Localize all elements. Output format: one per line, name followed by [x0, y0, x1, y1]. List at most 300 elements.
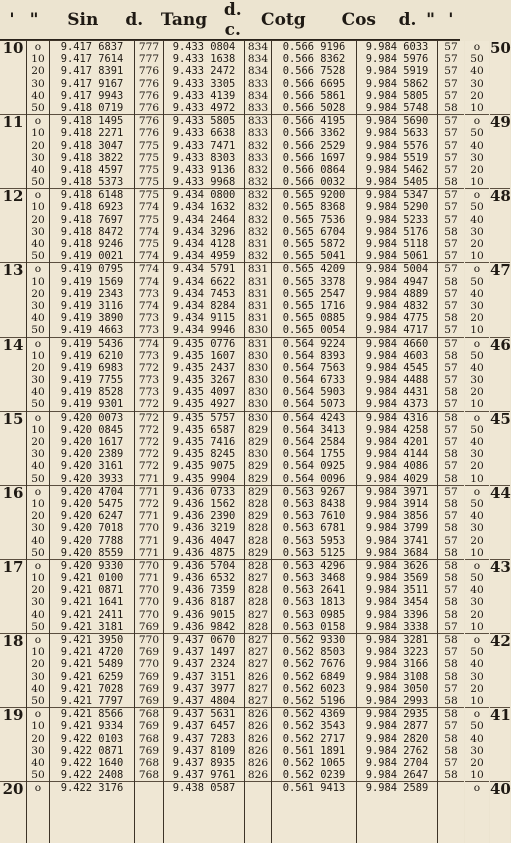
d2-cell: 57 — [444, 720, 458, 733]
tang-cell: 9.435 4097 — [172, 386, 236, 399]
d-cell: 772 — [138, 398, 160, 411]
rm-cell: 20 — [470, 386, 484, 399]
m-cell: 30 — [31, 77, 45, 90]
cos-cell: 9.984 5748 — [365, 101, 429, 114]
degree-blank — [0, 152, 26, 164]
cos-cell: 9.984 4373 — [365, 398, 429, 411]
tang-cell: 9.435 9904 — [172, 472, 236, 485]
tang-cell: 9.434 4959 — [172, 250, 236, 263]
m-cell: 20 — [31, 361, 45, 374]
d2-cell: 57 — [444, 139, 458, 152]
cotg-cell: 0.564 4243 — [272, 411, 356, 424]
d2-cell: 57 — [444, 398, 458, 411]
m-cell: 10 — [31, 201, 45, 214]
dc-cell: 829 — [247, 510, 269, 523]
degree-label: 11 — [0, 114, 26, 127]
tang-cell: 9.437 3151 — [172, 670, 236, 683]
header-d2: d. — [398, 9, 417, 30]
tang-cell: 9.435 3267 — [172, 374, 236, 387]
dc-cell: 828 — [247, 620, 269, 633]
tang-cell: 9.437 7283 — [172, 732, 236, 745]
tang-cell: 9.433 5805 — [164, 114, 244, 127]
d-cell: 774 — [138, 275, 160, 288]
cos-cell: 9.984 4431 — [365, 386, 429, 399]
d2-cell: 57 — [438, 188, 464, 201]
dc-cell: 829 — [245, 485, 271, 498]
cos-cell: 9.984 3799 — [365, 522, 429, 535]
sin-cell: 9.421 7028 — [60, 682, 124, 695]
rm-cell: o — [465, 781, 489, 794]
degree-right-blank — [490, 671, 510, 683]
degree-blank — [0, 448, 26, 460]
degree-right-label: 50 — [490, 39, 511, 57]
degree-blank — [0, 201, 26, 213]
rm-cell: 10 — [470, 769, 484, 782]
degree-right-blank — [490, 522, 510, 534]
cos-cell: 9.984 3454 — [365, 596, 429, 609]
dc-cell: 829 — [247, 423, 269, 436]
d-cell: 770 — [135, 633, 163, 646]
cotg-cell: 0.562 6849 — [282, 670, 346, 683]
d2-cell: 57 — [444, 534, 458, 547]
d2-cell: 57 — [444, 620, 458, 633]
tang-cell: 9.436 1562 — [172, 497, 236, 510]
rm-cell: o — [473, 41, 481, 53]
cos-cell: 9.984 5576 — [365, 139, 429, 152]
dc-cell: 830 — [245, 411, 271, 424]
header-dc: d. c. — [223, 0, 242, 40]
cotg-cell: 0.562 1065 — [282, 756, 346, 769]
tang-cell: 9.433 6638 — [172, 127, 236, 140]
sin-cell: 9.421 8566 — [50, 707, 134, 720]
dc-cell: 834 — [247, 53, 269, 66]
sin-cell: 9.420 7018 — [60, 522, 124, 535]
sin-cell: 9.422 0871 — [60, 744, 124, 757]
degree-right-label: 45 — [490, 409, 511, 428]
cos-cell: 9.984 4144 — [365, 448, 429, 461]
degree-blank — [0, 424, 26, 436]
dc-cell: 826 — [245, 707, 271, 720]
cos-cell: 9.984 4832 — [365, 299, 429, 312]
dc-cell: 826 — [247, 756, 269, 769]
degree-right-blank — [490, 78, 510, 90]
tang-cell: 9.433 7471 — [172, 139, 236, 152]
degree-right-blank — [490, 658, 510, 670]
degree-right-blank — [490, 53, 510, 65]
cos-cell: 9.984 5919 — [365, 65, 429, 78]
cotg-cell: 0.566 8362 — [282, 53, 346, 66]
degree-right-blank — [490, 164, 510, 176]
rm-cell: 20 — [470, 238, 484, 250]
d-cell: 775 — [138, 176, 160, 189]
dc-cell: 827 — [247, 658, 269, 671]
degree-blank — [0, 535, 26, 547]
rm-cell: 40 — [470, 584, 484, 597]
d2-cell: 57 — [444, 682, 458, 695]
cos-cell: 9.984 3569 — [365, 572, 429, 585]
sin-cell: 9.421 6259 — [60, 670, 124, 683]
degree-right-column — [490, 41, 510, 843]
tang-cell: 9.437 1497 — [172, 646, 236, 659]
d2-cell: 58 — [444, 608, 458, 621]
degree-blank — [0, 646, 26, 658]
d2-cell: 57 — [444, 423, 458, 436]
degree-right-blank — [490, 374, 510, 386]
cos-cell: 9.984 2704 — [365, 756, 429, 769]
rm-cell: 50 — [470, 423, 484, 436]
sin-diff-column — [135, 41, 163, 843]
tang-cell: 9.436 4047 — [172, 534, 236, 547]
tang-cell: 9.434 0800 — [164, 188, 244, 201]
cos-cell: 9.984 4717 — [365, 324, 429, 337]
rm-cell: 50 — [470, 349, 484, 362]
degree-right-blank — [490, 288, 510, 300]
d-cell: 774 — [135, 337, 163, 350]
degree-blank — [0, 733, 26, 745]
degree-blank — [0, 720, 26, 732]
d2-cell: 58 — [444, 670, 458, 683]
degree-blank — [0, 127, 26, 139]
cotg-cell: 0.564 0096 — [282, 472, 346, 485]
tang-cell: 9.437 6457 — [172, 720, 236, 733]
d-cell: 775 — [138, 151, 160, 164]
rm-cell: 50 — [470, 201, 484, 214]
d2-cell: 58 — [444, 472, 458, 485]
d2-cell: 58 — [444, 101, 458, 114]
d2-cell: 58 — [444, 658, 458, 671]
d-cell: 776 — [138, 77, 160, 90]
sin-cell: 9.419 5436 — [50, 337, 134, 350]
degree-blank — [0, 53, 26, 65]
degree-blank — [0, 276, 26, 288]
cotg-cell: 0.565 6704 — [282, 225, 346, 238]
m-cell: 40 — [31, 386, 45, 399]
sin-cell: 9.418 6148 — [50, 188, 134, 201]
degree-blank — [0, 398, 26, 410]
rm-cell: 10 — [470, 694, 484, 707]
sin-cell: 9.419 8528 — [60, 386, 124, 399]
m-cell: o — [27, 411, 49, 424]
d-cell: 774 — [135, 262, 163, 275]
degree-label: 18 — [0, 633, 26, 646]
d2-cell — [438, 781, 464, 794]
degree-right-label: 43 — [490, 557, 511, 576]
rm-cell: 30 — [470, 77, 484, 90]
d-cell: 776 — [138, 89, 160, 102]
degree-label: 13 — [0, 262, 26, 275]
rm-cell: 30 — [470, 596, 484, 609]
rm-cell: 40 — [470, 732, 484, 745]
tang-cell: 9.434 7453 — [172, 287, 236, 300]
degree-right-blank — [490, 238, 510, 250]
tang-cell: 9.436 3219 — [172, 522, 236, 535]
dc-cell: 826 — [247, 720, 269, 733]
cos-cell: 9.984 5233 — [365, 213, 429, 226]
rm-cell: 50 — [470, 720, 484, 733]
d-cell: 775 — [135, 188, 163, 201]
cos-cell: 9.984 2993 — [365, 694, 429, 707]
sin-cell: 9.420 1617 — [60, 436, 124, 448]
minutes-column — [27, 41, 49, 843]
m-cell: 40 — [31, 608, 45, 621]
cotg-cell: 0.564 6733 — [282, 374, 346, 387]
m-cell: 20 — [31, 65, 45, 78]
m-cell: 50 — [31, 324, 45, 337]
cotg-cell: 0.565 4209 — [272, 262, 356, 275]
tang-cell: 9.435 2437 — [172, 361, 236, 374]
cos-cell: 9.984 4029 — [365, 472, 429, 485]
sin-cell: 9.421 7797 — [60, 694, 124, 707]
dc-cell: 831 — [247, 275, 269, 288]
sin-cell: 9.418 4597 — [60, 163, 124, 176]
cotg-cell: 0.563 8438 — [282, 497, 346, 510]
degree-label: 12 — [0, 188, 26, 201]
rm-cell: 40 — [470, 213, 484, 226]
rm-cell: 40 — [470, 436, 484, 448]
d-cell: 775 — [138, 163, 160, 176]
tang-cell: 9.437 8109 — [172, 744, 236, 757]
d2-cell: 57 — [444, 53, 458, 66]
d-cell: 776 — [138, 101, 160, 114]
cotg-cell: 0.563 3468 — [282, 572, 346, 585]
m-cell: 50 — [31, 546, 45, 559]
cotg-cell: 0.566 0032 — [282, 176, 346, 189]
degree-blank — [0, 757, 26, 769]
rm-cell: 30 — [470, 670, 484, 683]
cotg-cell: 0.564 0925 — [282, 460, 346, 473]
degree-right-label: 44 — [490, 483, 511, 502]
tang-cell: 9.433 0804 — [172, 41, 236, 53]
degree-right-blank — [490, 683, 510, 695]
m-cell: 50 — [31, 769, 45, 782]
cotg-cell: 0.565 5872 — [282, 238, 346, 250]
rm-cell: 40 — [470, 658, 484, 671]
m-cell: 40 — [31, 460, 45, 473]
d-cell: 773 — [138, 287, 160, 300]
cotg-cell: 0.564 3413 — [282, 423, 346, 436]
d-cell: 768 — [138, 769, 160, 782]
degree-label: 20 — [0, 781, 26, 794]
tang-cell: 9.435 9075 — [172, 460, 236, 473]
sin-cell: 9.418 3822 — [60, 151, 124, 164]
rm-cell: 50 — [470, 646, 484, 659]
header-tang: Tang — [160, 9, 208, 30]
d2-cell: 57 — [444, 436, 458, 448]
sin-cell: 9.420 4704 — [50, 485, 134, 498]
dc-cell: 831 — [247, 287, 269, 300]
m-cell: 20 — [31, 139, 45, 152]
header-d: d. — [125, 9, 144, 30]
rm-cell: 30 — [470, 225, 484, 238]
m-cell: 20 — [31, 658, 45, 671]
rm-cell: 20 — [470, 89, 484, 102]
cos-cell: 9.984 3223 — [365, 646, 429, 659]
m-cell: o — [27, 485, 49, 498]
sin-cell: 9.417 8391 — [60, 65, 124, 78]
d2-cell: 58 — [444, 572, 458, 585]
d-cell: 769 — [138, 744, 160, 757]
sin-cell: 9.421 3181 — [60, 620, 124, 633]
cos-cell: 9.984 4660 — [357, 337, 437, 350]
cotg-cell: 0.564 8393 — [282, 349, 346, 362]
m-cell: 20 — [31, 287, 45, 300]
d-cell: 772 — [138, 423, 160, 436]
m-cell: 40 — [31, 163, 45, 176]
cos-cell: 9.984 3166 — [365, 658, 429, 671]
rm-cell: 10 — [470, 398, 484, 411]
tang-cell: 9.435 4927 — [172, 398, 236, 411]
dc-cell: 828 — [247, 534, 269, 547]
rm-cell: o — [465, 707, 489, 720]
dc-cell: 834 — [247, 41, 269, 53]
tang-cell: 9.433 4139 — [172, 89, 236, 102]
d-cell: 769 — [138, 670, 160, 683]
sin-cell: 9.418 9246 — [60, 238, 124, 250]
sin-cell: 9.418 8472 — [60, 225, 124, 238]
d-cell: 772 — [138, 460, 160, 473]
minutes-right-column — [465, 41, 489, 843]
cotg-cell: 0.562 7676 — [282, 658, 346, 671]
tang-cell: 9.437 2324 — [172, 658, 236, 671]
sin-cell: 9.419 9301 — [60, 398, 124, 411]
cotg-cell: 0.565 8368 — [282, 201, 346, 214]
tang-cell: 9.434 5791 — [164, 262, 244, 275]
rm-cell: 40 — [470, 287, 484, 300]
dc-cell: 832 — [247, 139, 269, 152]
cos-cell: 9.984 4201 — [365, 436, 429, 448]
d-cell: 769 — [138, 620, 160, 633]
cotg-cell: 0.562 4369 — [272, 707, 356, 720]
d-cell: 768 — [135, 707, 163, 720]
cos-column — [357, 41, 437, 843]
cotg-cell: 0.563 1813 — [282, 596, 346, 609]
header-sin: Sin — [67, 9, 99, 30]
cotg-cell: 0.565 9200 — [272, 188, 356, 201]
d-cell: 775 — [138, 139, 160, 152]
dc-cell: 830 — [247, 374, 269, 387]
dc-cell: 832 — [247, 213, 269, 226]
degree-blank — [0, 164, 26, 176]
cotg-cell: 0.562 5196 — [282, 694, 346, 707]
degree-right-blank — [490, 152, 510, 164]
d-cell: 774 — [138, 250, 160, 263]
cos-cell: 9.984 3856 — [365, 510, 429, 523]
cotg-cell: 0.566 4195 — [272, 114, 356, 127]
sin-cell: 9.419 0021 — [60, 250, 124, 263]
degree-blank — [0, 609, 26, 621]
cotg-cell: 0.564 5073 — [282, 398, 346, 411]
tang-cell: 9.436 7359 — [172, 584, 236, 597]
d2-cell: 58 — [444, 497, 458, 510]
cotg-cell: 0.562 3543 — [282, 720, 346, 733]
tang-cell: 9.433 9136 — [172, 163, 236, 176]
m-cell: 30 — [31, 744, 45, 757]
degree-blank — [0, 238, 26, 250]
cos-cell: 9.984 5690 — [357, 114, 437, 127]
rm-cell: 10 — [470, 620, 484, 633]
d-cell: 773 — [138, 374, 160, 387]
degree-right-blank — [490, 757, 510, 769]
cotg-cell: 0.561 9413 — [272, 781, 356, 794]
d-cell: 771 — [138, 546, 160, 559]
degree-right-blank — [490, 596, 510, 608]
cos-cell: 9.984 5061 — [365, 250, 429, 263]
sin-cell: 9.417 6837 — [60, 41, 124, 53]
cos-cell: 9.984 5805 — [365, 89, 429, 102]
d2-cell: 57 — [444, 151, 458, 164]
m-cell: o — [34, 41, 42, 53]
m-cell: 50 — [31, 398, 45, 411]
rm-cell: 50 — [470, 572, 484, 585]
dc-cell: 828 — [247, 584, 269, 597]
m-cell: 50 — [31, 176, 45, 189]
degree-blank — [0, 300, 26, 312]
dc-cell: 831 — [247, 238, 269, 250]
tang-cell: 9.437 9761 — [172, 769, 236, 782]
sin-cell: 9.418 7697 — [60, 213, 124, 226]
d2-cell: 58 — [444, 546, 458, 559]
tang-column — [164, 41, 244, 843]
dc-cell — [245, 781, 271, 794]
sin-cell: 9.417 7614 — [60, 53, 124, 66]
cotg-cell: 0.562 9330 — [272, 633, 356, 646]
sin-cell: 9.417 9167 — [60, 77, 124, 90]
rm-cell: 20 — [470, 460, 484, 473]
cotg-cell: 0.564 5903 — [282, 386, 346, 399]
d-cell: 772 — [138, 497, 160, 510]
cotg-cell: 0.565 7536 — [282, 213, 346, 226]
degree-blank — [0, 78, 26, 90]
d-cell: 776 — [138, 65, 160, 78]
cotg-cell: 0.566 9196 — [282, 41, 346, 53]
degree-label: 10 — [2, 39, 24, 57]
degree-blank — [0, 362, 26, 374]
degree-right-blank — [490, 436, 510, 448]
sin-cell: 9.420 9330 — [50, 559, 134, 572]
cotg-cell: 0.565 1716 — [282, 299, 346, 312]
sin-cell: 9.418 0719 — [60, 101, 124, 114]
sin-cell: 9.418 3047 — [60, 139, 124, 152]
tang-cell: 9.437 8935 — [172, 756, 236, 769]
m-cell: o — [27, 114, 49, 127]
rm-cell: 40 — [470, 510, 484, 523]
dc-cell: 829 — [247, 472, 269, 485]
rm-cell: 40 — [470, 361, 484, 374]
cotg-cell: 0.564 2584 — [282, 436, 346, 448]
tang-cell: 9.435 7416 — [172, 436, 236, 448]
tang-cell: 9.437 3977 — [172, 682, 236, 695]
cotg-cell: 0.564 7563 — [282, 361, 346, 374]
d2-cell: 57 — [438, 485, 464, 498]
sin-column — [50, 41, 134, 843]
d2-cell: 58 — [438, 633, 464, 646]
sin-cell: 9.422 2408 — [60, 769, 124, 782]
cos-cell: 9.984 5176 — [365, 225, 429, 238]
d-cell: 776 — [135, 114, 163, 127]
d2-cell: 58 — [438, 559, 464, 572]
rm-cell: 10 — [470, 324, 484, 337]
d2-cell: 58 — [444, 732, 458, 745]
degree-right-blank — [490, 324, 510, 336]
cotg-cell: 0.562 6023 — [282, 682, 346, 695]
cos-cell: 9.984 5976 — [365, 53, 429, 66]
sin-cell: 9.421 3950 — [50, 633, 134, 646]
dc-cell: 828 — [247, 497, 269, 510]
cos-cell: 9.984 5004 — [357, 262, 437, 275]
cotg-cell: 0.566 0864 — [282, 163, 346, 176]
d2-cell: 57 — [444, 77, 458, 90]
cotg-column — [272, 41, 356, 843]
